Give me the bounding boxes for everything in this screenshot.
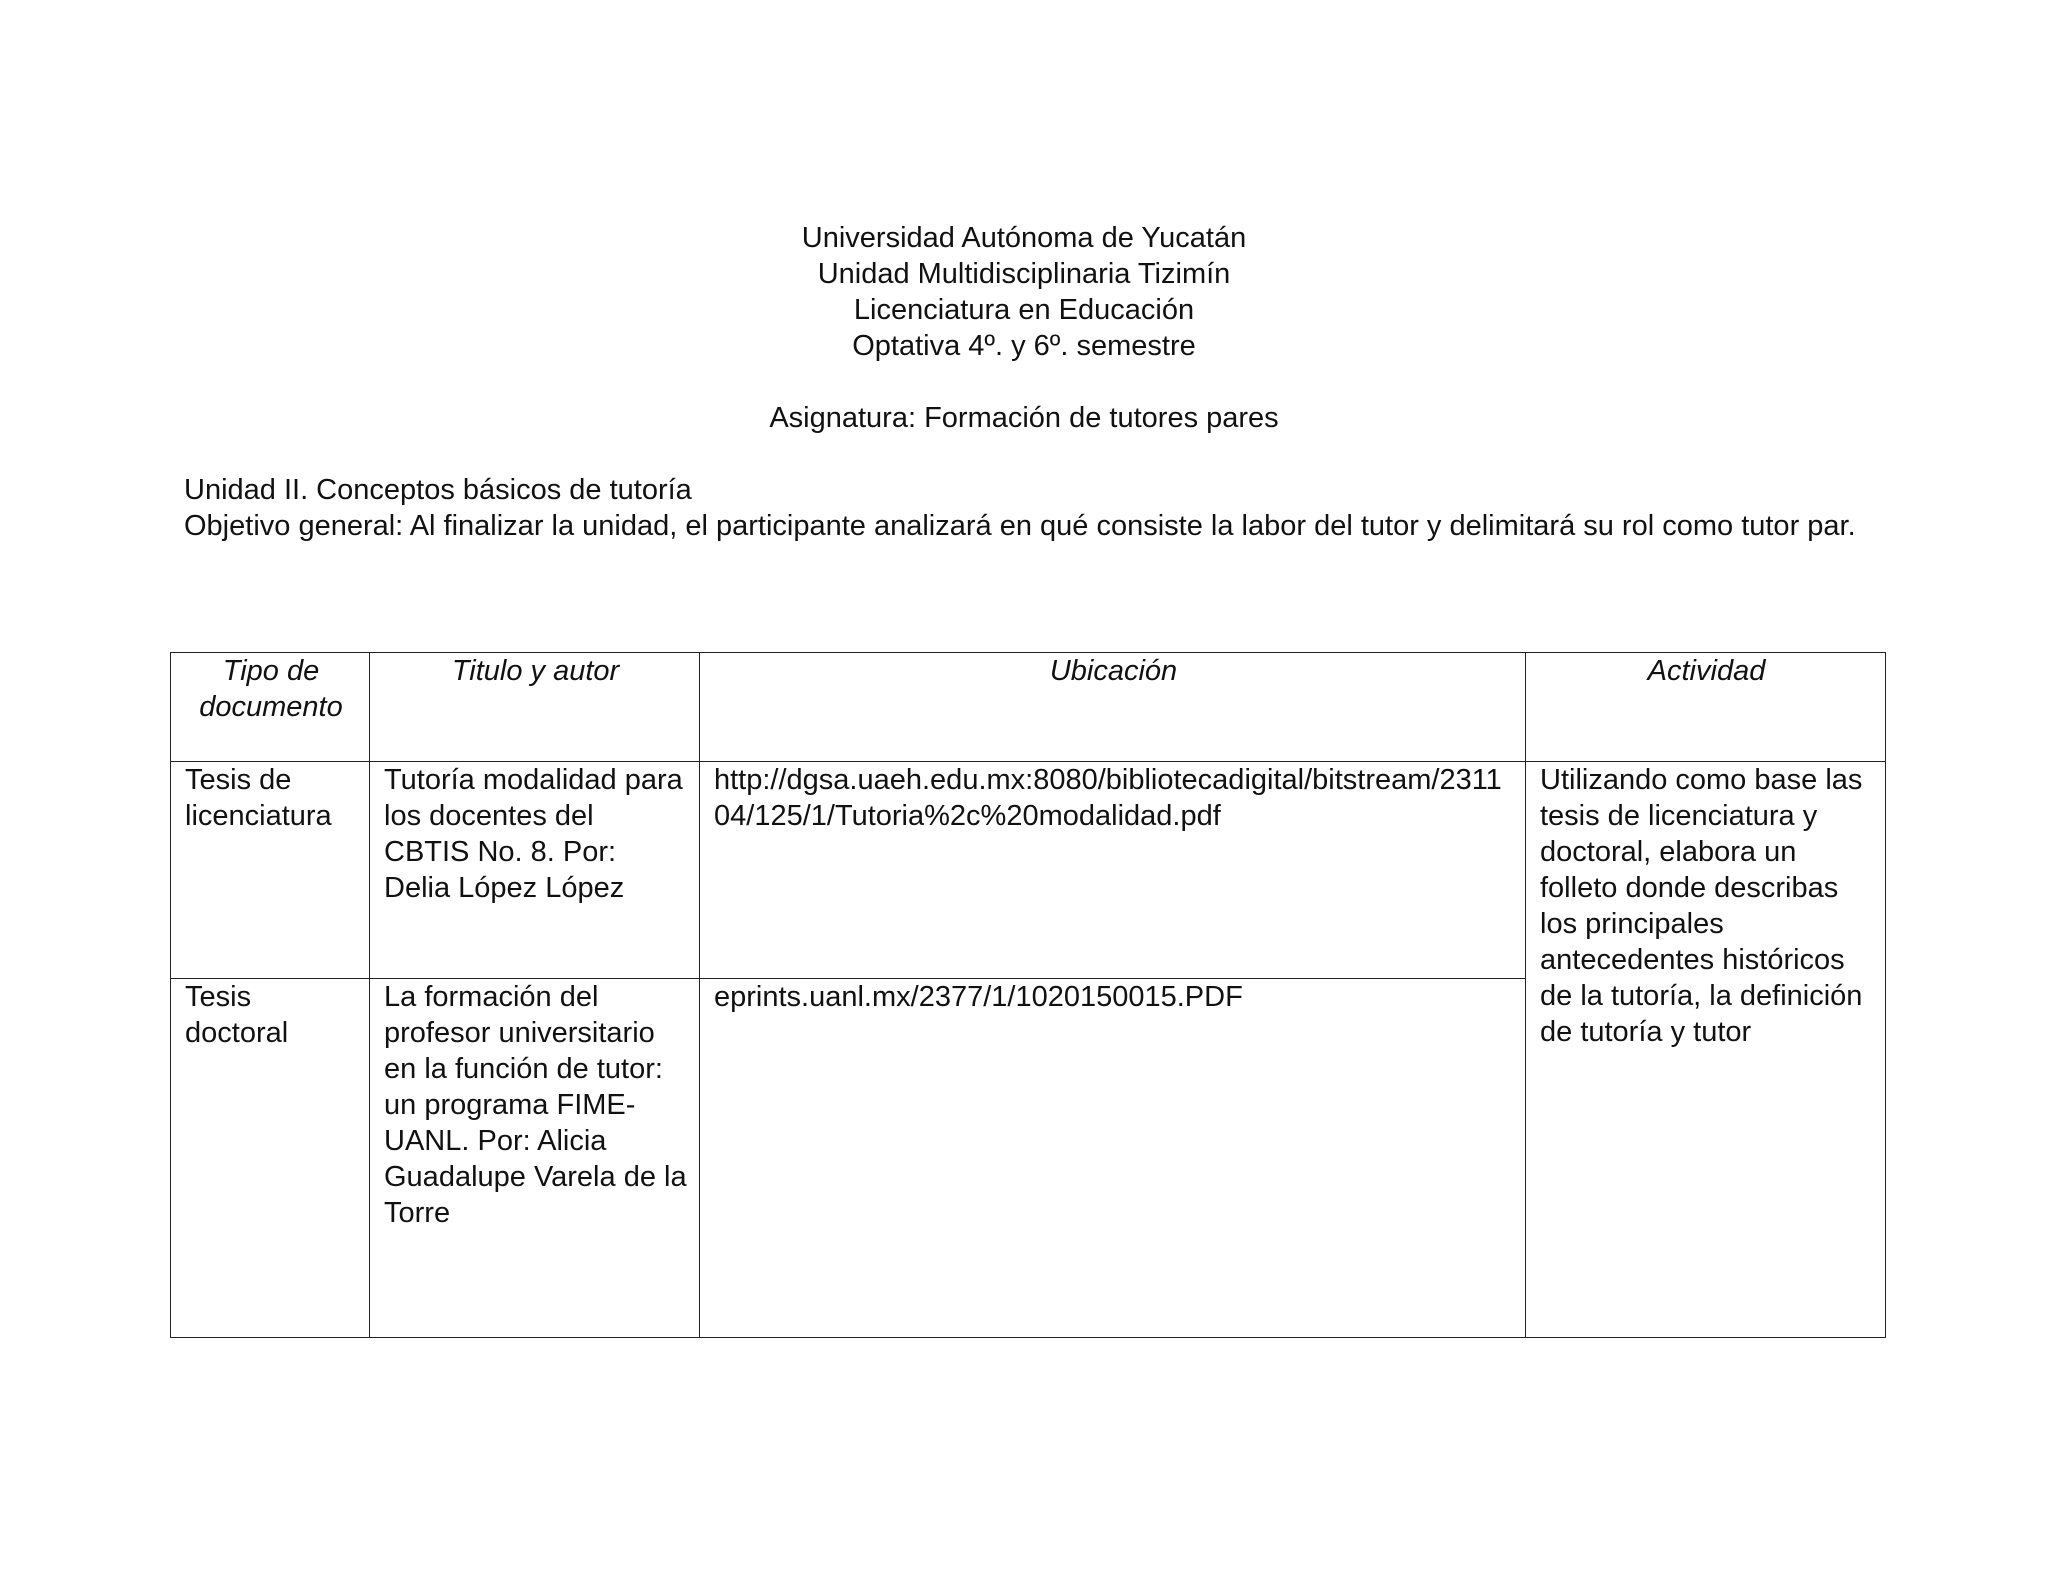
header-tipo: Tipo de documento bbox=[171, 653, 370, 762]
cell-tipo: Tesis doctoral bbox=[171, 979, 370, 1338]
unit-objective: Objetivo general: Al finalizar la unidad, el participante analizará en qué consiste la labor del tutor y delimitará su rol como tutor par. bbox=[184, 510, 1856, 542]
university-name: Universidad Autónoma de Yucatán bbox=[801, 222, 1247, 254]
resources-table bbox=[170, 652, 1886, 1338]
header-actividad: Actividad bbox=[1526, 653, 1886, 762]
degree-name: Licenciatura en Educación bbox=[853, 294, 1195, 326]
table-row bbox=[171, 762, 1886, 979]
table-header-row bbox=[171, 653, 1886, 762]
campus-name: Unidad Multidisciplinaria Tizimín bbox=[817, 258, 1231, 290]
unit-info bbox=[184, 472, 1884, 544]
unit-title: Unidad II. Conceptos básicos de tutoría bbox=[184, 474, 692, 506]
cell-actividad: Utilizando como base las tesis de licenciatura y doctoral, elabora un folleto donde describas los principales antecedentes históricos de la tutoría, la definición de tutoría y tutor bbox=[1526, 762, 1886, 1338]
subject-title: Asignatura: Formación de tutores pares bbox=[769, 402, 1279, 434]
cell-titulo: Tutoría modalidad para los docentes del CBTIS No. 8. Por: Delia López López bbox=[370, 762, 700, 979]
document-header bbox=[0, 220, 2048, 364]
semester-label: Optativa 4º. y 6º. semestre bbox=[852, 330, 1196, 362]
cell-ubicacion-link[interactable]: http://dgsa.uaeh.edu.mx:8080/bibliotecadigital/bitstream/231104/125/1/Tutoria%2c%20modalidad.pdf bbox=[700, 762, 1526, 979]
cell-titulo: La formación del profesor universitario en la función de tutor: un programa FIME-UANL. Por: Alicia Guadalupe Varela de la Torre bbox=[370, 979, 700, 1338]
cell-ubicacion-link[interactable]: eprints.uanl.mx/2377/1/1020150015.PDF bbox=[700, 979, 1526, 1338]
header-ubicacion: Ubicación bbox=[700, 653, 1526, 762]
header-titulo: Titulo y autor bbox=[370, 653, 700, 762]
cell-tipo: Tesis de licenciatura bbox=[171, 762, 370, 979]
